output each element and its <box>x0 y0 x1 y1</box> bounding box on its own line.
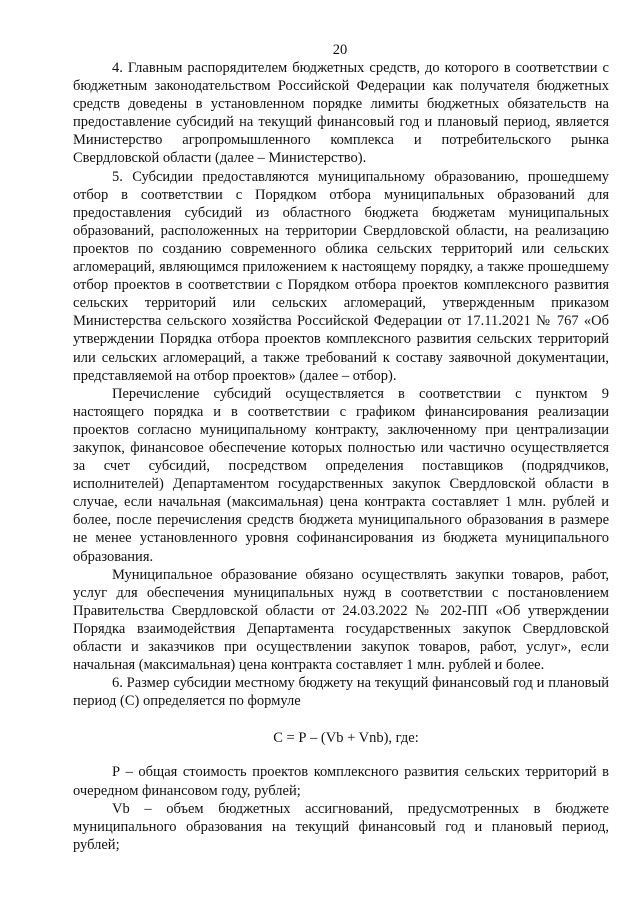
paragraph-5-subsidy-selection: 5. Субсидии предоставляются муниципальному образованию, прошедшему отбор в соответствии с Порядком отбора муниципальных образований для предоставления субсидий из областного бюджета бюджетам муниципальных образований, расположенных на территории Свердловской области, на реализацию проектов по созданию современного облика сельских территорий или сельских агломераций, являющимся приложением к настоящему порядку, а также прошедшему отбор проектов в соответствии с Порядком отбора проектов комплексного развития сельских территорий или сельских агломераций, утвержденным приказом Министерства сельского хозяйства Российской Федерации от 17.11.2021 № 767 «Об утверждении Порядка отбора проектов комплексного развития сельских территорий или сельских агломераций, а также требований к составу заявочной документации, представляемой на отбор проектов» (далее – отбор). <box>73 168 609 384</box>
paragraph-subsidy-transfer: Перечисление субсидий осуществляется в соответствии с пунктом 9 настоящего порядка и в соответствии с графиком финансирования реализации проектов согласно муниципальному контракту, заключенному при централизации закупок, финансовое обеспечение которых полностью или частично осуществляется за счет субсидий, посредством определения поставщиков (подрядчиков, исполнителей) Департаментом государственных закупок Свердловской области в случае, если начальная (максимальная) цена контракта составляет 1 млн. рублей и более, после перечисления средств бюджета муниципального образования в размере не менее установленного уровня софинансирования из бюджета муниципального образования. <box>73 385 609 565</box>
page-number: 20 <box>332 42 348 58</box>
definition-vb: Vb – объем бюджетных ассигнований, предусмотренных в бюджете муниципального образования на текущий финансовый год и плановый период, рублей; <box>73 800 609 853</box>
paragraph-4-main-administrator: 4. Главным распорядителем бюджетных средств, до которого в соответствии с бюджетным законодательством Российской Федерации как получателя бюджетных средств доведены в установленном порядке лимиты бюджетных обязательств на предоставление субсидий на текущий финансовый год и плановый период, является Министерство агропромышленного комплекса и потребительского рынка Свердловской области (далее – Министерство). <box>73 60 609 167</box>
subsidy-formula: С = Р – (Vb + Vnb), где: <box>273 730 419 747</box>
paragraph-6-subsidy-amount: 6. Размер субсидии местному бюджету на текущий финансовый год и плановый период (С) определяется по формуле <box>73 675 609 710</box>
document-body <box>73 59 609 854</box>
paragraph-municipal-procurement: Муниципальное образование обязано осуществлять закупки товаров, работ, услуг для обеспечения муниципальных нужд в соответствии с постановлением Правительства Свердловской области от 24.03.2022 № 202-ПП «Об утверждении Порядка взаимодействия Департамента государственных закупок Свердловской области и заказчиков при осуществлении закупок товаров, работ, услуг», если начальная (максимальная) цена контракта составляет 1 млн. рублей и более. <box>73 566 609 674</box>
definition-p: Р – общая стоимость проектов комплексного развития сельских территорий в очередном финансовом году, рублей; <box>73 764 609 799</box>
